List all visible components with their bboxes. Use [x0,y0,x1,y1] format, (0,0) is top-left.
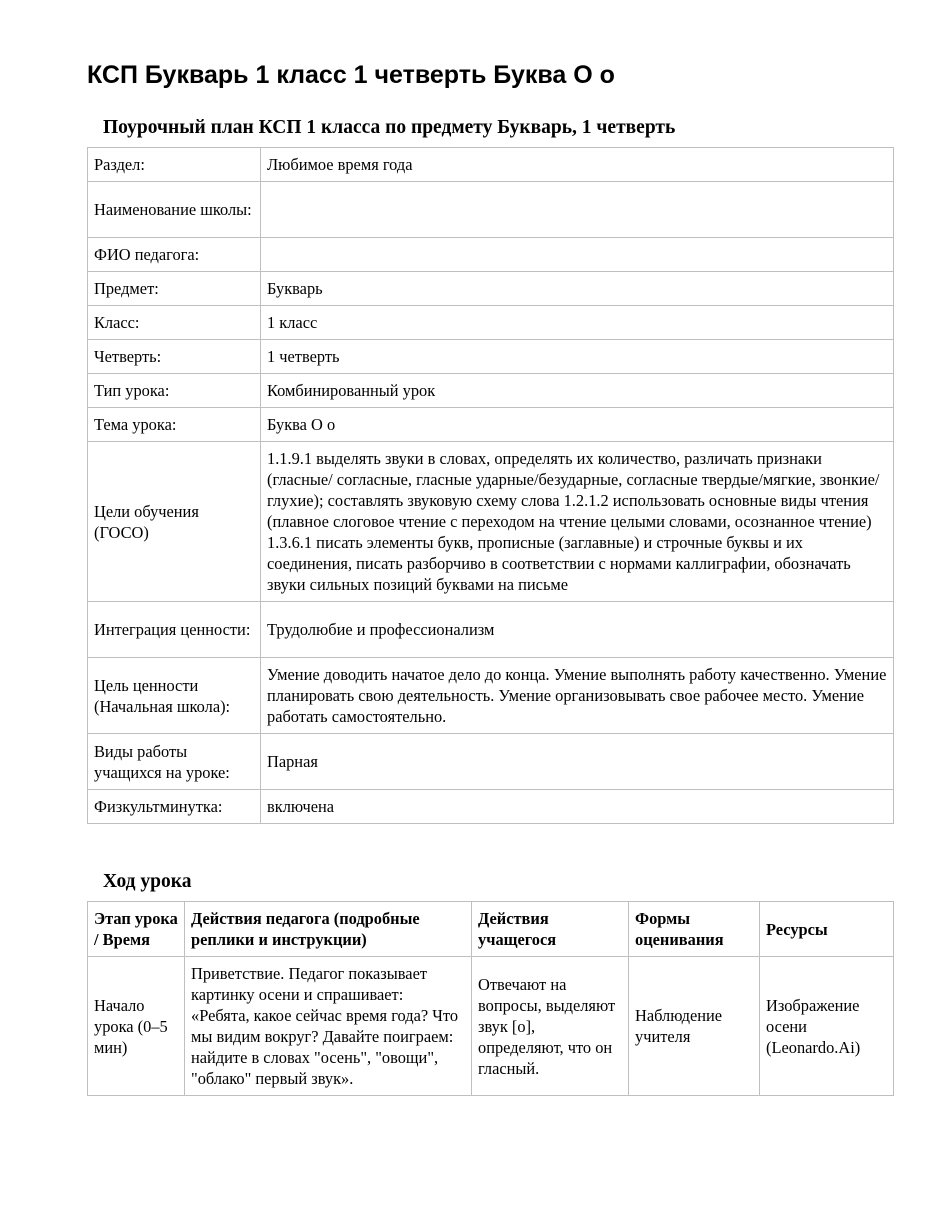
header-student-actions: Действия учащегося [472,902,629,957]
row-label: Тип урока: [88,374,261,408]
student-actions-cell: Отвечают на вопросы, выделяют звук [о], определяют, что он гласный. [472,957,629,1096]
row-label: Виды работы учащихся на уроке: [88,734,261,790]
lesson-plan-table [87,147,894,824]
row-value: Любимое время года [261,148,894,182]
row-label: Наименование школы: [88,182,261,238]
teacher-actions-cell: Приветствие. Педагог показывает картинку осени и спрашивает: «Ребята, какое сейчас время года? Что мы видим вокруг? Давайте поиграем: найдите в словах "осень", "овощи", "облако" первый звук». [185,957,472,1096]
resources-cell: Изображение осени (Leonardo.Ai) [760,957,894,1096]
plan-heading: Поурочный план КСП 1 класса по предмету Букварь, 1 четверть [103,117,676,138]
header-stage: Этап урока / Время [88,902,185,957]
header-resources: Ресурсы [760,902,894,957]
row-value [261,182,894,238]
row-label: Физкультминутка: [88,790,261,824]
table-row [88,602,894,658]
assessment-cell: Наблюдение учителя [629,957,760,1096]
row-label: Цели обучения (ГОСО) [88,442,261,602]
row-value: 1 класс [261,306,894,340]
row-label: ФИО педагога: [88,238,261,272]
table-row [88,272,894,306]
header-assessment: Формы оценивания [629,902,760,957]
row-value: Буква О о [261,408,894,442]
table-row [88,658,894,734]
row-label: Раздел: [88,148,261,182]
stage-cell: Начало урока (0–5 мин) [88,957,185,1096]
lesson-progress-heading: Ход урока [103,871,192,892]
row-value [261,238,894,272]
header-teacher-actions: Действия педагога (подробные реплики и инструкции) [185,902,472,957]
table-row [88,148,894,182]
row-label: Тема урока: [88,408,261,442]
table-row [88,734,894,790]
table-row [88,374,894,408]
table-row [88,340,894,374]
table-row [88,442,894,602]
row-label: Класс: [88,306,261,340]
table-row [88,182,894,238]
row-value: Парная [261,734,894,790]
row-value: Трудолюбие и профессионализм [261,602,894,658]
row-label: Цель ценности (Начальная школа): [88,658,261,734]
row-value: включена [261,790,894,824]
table-row [88,790,894,824]
row-label: Интеграция ценности: [88,602,261,658]
row-label: Четверть: [88,340,261,374]
row-value: Букварь [261,272,894,306]
table-row [88,957,894,1096]
row-value: Комбинированный урок [261,374,894,408]
table-row [88,306,894,340]
row-value: 1.1.9.1 выделять звуки в словах, определять их количество, различать признаки (гласные/ согласные, гласные ударные/безударные, согласные твердые/мягкие, звонкие/глухие); составлять звуковую схему слова 1.2.1.2 использовать основные виды чтения (плавное слоговое чтение с переходом на чтение целыми словами, осознанное чтение) 1.3.6.1 писать элементы букв, прописные (заглавные) и строчные буквы и их соединения, писать разборчиво в соответствии с нормами каллиграфии, обозначать звуки сильных позиций буквами на письме [261,442,894,602]
table-header-row [88,902,894,957]
row-value: Умение доводить начатое дело до конца. Умение выполнять работу качественно. Умение планировать свою деятельность. Умение организовывать свое рабочее место. Умение работать самостоятельно. [261,658,894,734]
document-title: КСП Букварь 1 класс 1 четверть Буква О о [87,61,615,89]
lesson-progress-table [87,901,894,1096]
table-row [88,408,894,442]
row-value: 1 четверть [261,340,894,374]
row-label: Предмет: [88,272,261,306]
table-row [88,238,894,272]
